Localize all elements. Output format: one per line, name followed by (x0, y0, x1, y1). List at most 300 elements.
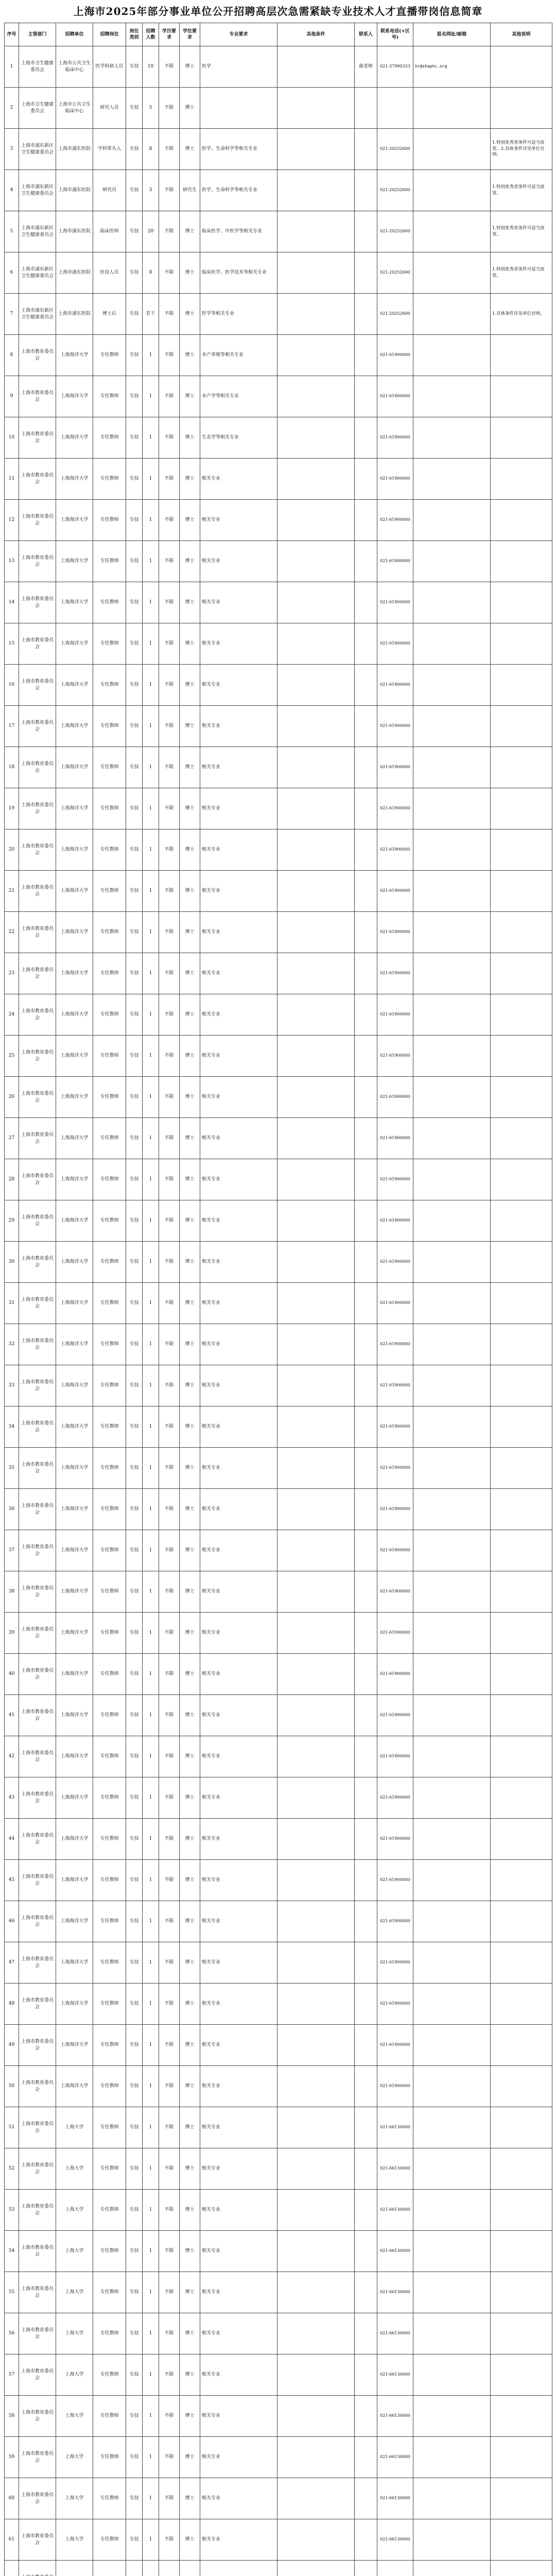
cell-website (413, 2231, 491, 2272)
cell-index: 12 (5, 500, 19, 541)
cell-phone: 021-61900000 (377, 1819, 413, 1860)
cell-position: 医技人员 (93, 252, 126, 294)
cell-index: 55 (5, 2272, 19, 2313)
cell-conditions (277, 1036, 355, 1077)
cell-unit: 上海大学 (56, 2519, 93, 2561)
table-row (5, 953, 552, 994)
cell-notes (491, 1819, 552, 1860)
cell-phone: 021-61900000 (377, 1200, 413, 1242)
cell-degree: 博士 (180, 1901, 200, 1942)
cell-website (413, 829, 491, 871)
cell-category: 专技 (126, 1530, 143, 1571)
cell-education: 不限 (159, 2313, 180, 2354)
cell-unit: 上海海洋大学 (56, 335, 93, 376)
table-row (5, 1200, 552, 1242)
table-row (5, 1901, 552, 1942)
cell-website (413, 1736, 491, 1777)
cell-index: 37 (5, 1530, 19, 1571)
table-row (5, 1283, 552, 1324)
table-row (5, 1448, 552, 1489)
cell-category: 专技 (126, 2148, 143, 2190)
cell-contact (355, 2437, 377, 2478)
table-row (5, 706, 552, 747)
cell-position: 专任教师 (93, 2396, 126, 2437)
cell-position: 专任教师 (93, 376, 126, 417)
cell-major: 相关专业 (200, 459, 277, 500)
cell-education: 不限 (159, 665, 180, 706)
cell-degree: 博士 (180, 1159, 200, 1200)
cell-contact (355, 2354, 377, 2396)
cell-contact (355, 1200, 377, 1242)
cell-website (413, 953, 491, 994)
cell-index: 57 (5, 2354, 19, 2396)
cell-count: 1 (143, 1365, 159, 1406)
cell-education: 不限 (159, 1901, 180, 1942)
cell-unit: 上海市浦东医院 (56, 129, 93, 170)
cell-count: 1 (143, 1036, 159, 1077)
cell-count: 1 (143, 1984, 159, 2025)
cell-category: 专技 (126, 1036, 143, 1077)
cell-notes (491, 2396, 552, 2437)
cell-count: 1 (143, 912, 159, 953)
cell-index: 22 (5, 912, 19, 953)
cell-degree: 博士 (180, 1365, 200, 1406)
cell-index: 16 (5, 665, 19, 706)
cell-major: 相关专业 (200, 1242, 277, 1283)
cell-education: 不限 (159, 1942, 180, 1984)
cell-notes (491, 1530, 552, 1571)
table-row (5, 2437, 552, 2478)
cell-contact (355, 417, 377, 459)
cell-education: 不限 (159, 871, 180, 912)
cell-count: 1 (143, 582, 159, 623)
cell-position: 专任教师 (93, 788, 126, 829)
cell-notes (491, 2066, 552, 2107)
cell-website (413, 252, 491, 294)
cell-contact (355, 1860, 377, 1901)
cell-category: 专技 (126, 788, 143, 829)
cell-position: 专任教师 (93, 1736, 126, 1777)
cell-contact (355, 2561, 377, 2576)
cell-position: 专任教师 (93, 1489, 126, 1530)
cell-contact (355, 500, 377, 541)
cell-count: 1 (143, 1777, 159, 1819)
cell-position (93, 2561, 126, 2576)
cell-conditions (277, 2272, 355, 2313)
cell-website (413, 335, 491, 376)
cell-education: 不限 (159, 1200, 180, 1242)
table-row (5, 2231, 552, 2272)
cell-department: 上海市教育委员会 (19, 1777, 56, 1819)
cell-phone: 021-61900000 (377, 912, 413, 953)
cell-category: 专技 (126, 335, 143, 376)
cell-position: 专任教师 (93, 1984, 126, 2025)
cell-unit: 上海海洋大学 (56, 1489, 93, 1530)
cell-degree: 研究生 (180, 170, 200, 211)
cell-conditions (277, 1324, 355, 1365)
cell-education: 不限 (159, 541, 180, 582)
cell-contact (355, 1077, 377, 1118)
cell-phone: 021-66130000 (377, 2396, 413, 2437)
table-row (5, 1654, 552, 1695)
cell-notes (491, 2478, 552, 2519)
cell-position: 专任教师 (93, 1077, 126, 1118)
cell-website (413, 2478, 491, 2519)
cell-count: 1 (143, 706, 159, 747)
cell-phone: 021-61900000 (377, 376, 413, 417)
cell-position: 专任教师 (93, 2231, 126, 2272)
cell-category: 专技 (126, 1777, 143, 1819)
cell-notes (491, 706, 552, 747)
cell-unit: 上海海洋大学 (56, 1036, 93, 1077)
cell-category: 专技 (126, 953, 143, 994)
cell-position: 专任教师 (93, 2107, 126, 2148)
cell-major: 相关专业 (200, 1571, 277, 1613)
cell-website (413, 1448, 491, 1489)
cell-index: 58 (5, 2396, 19, 2437)
cell-education: 不限 (159, 1819, 180, 1860)
cell-conditions (277, 294, 355, 335)
cell-conditions (277, 2025, 355, 2066)
cell-department: 上海市教育委员会 (19, 1901, 56, 1942)
cell-position: 专任教师 (93, 1571, 126, 1613)
cell-category: 专技 (126, 1736, 143, 1777)
cell-department: 上海市教育委员会 (19, 1159, 56, 1200)
cell-department (19, 2561, 56, 2576)
cell-category: 专技 (126, 170, 143, 211)
cell-unit: 上海市浦东医院 (56, 252, 93, 294)
cell-unit: 上海海洋大学 (56, 1159, 93, 1200)
cell-position: 专任教师 (93, 1159, 126, 1200)
cell-department: 上海市教育委员会 (19, 747, 56, 788)
cell-notes (491, 2190, 552, 2231)
cell-index: 17 (5, 706, 19, 747)
cell-phone: 021-61900000 (377, 747, 413, 788)
cell-conditions (277, 1942, 355, 1984)
cell-notes (491, 1942, 552, 1984)
cell-department: 上海市教育委员会 (19, 2272, 56, 2313)
table-row (5, 376, 552, 417)
cell-major: 相关专业 (200, 1736, 277, 1777)
cell-category: 专技 (126, 129, 143, 170)
cell-notes (491, 1242, 552, 1283)
cell-unit: 上海海洋大学 (56, 912, 93, 953)
cell-conditions (277, 2561, 355, 2576)
cell-conditions (277, 953, 355, 994)
cell-position: 专任教师 (93, 2272, 126, 2313)
cell-category: 专技 (126, 211, 143, 252)
cell-phone: 021-61900000 (377, 829, 413, 871)
cell-department: 上海市教育委员会 (19, 1406, 56, 1448)
cell-unit: 上海海洋大学 (56, 665, 93, 706)
cell-conditions (277, 1242, 355, 1283)
cell-position: 专任教师 (93, 2190, 126, 2231)
cell-major: 相关专业 (200, 788, 277, 829)
cell-position: 专任教师 (93, 1283, 126, 1324)
cell-count: 1 (143, 1159, 159, 1200)
cell-category: 专技 (126, 294, 143, 335)
cell-count: 若干 (143, 294, 159, 335)
cell-department: 上海市教育委员会 (19, 376, 56, 417)
cell-phone: 021-66130000 (377, 2231, 413, 2272)
cell-category: 专技 (126, 1118, 143, 1159)
cell-department: 上海市浦东新区卫生健康委员会 (19, 129, 56, 170)
cell-department: 上海市教育委员会 (19, 1984, 56, 2025)
cell-education: 不限 (159, 252, 180, 294)
cell-contact (355, 1571, 377, 1613)
cell-department: 上海市教育委员会 (19, 1489, 56, 1530)
column-header: 岗位类别 (126, 23, 143, 46)
column-header: 联系人 (355, 23, 377, 46)
cell-contact (355, 582, 377, 623)
cell-unit: 上海大学 (56, 2272, 93, 2313)
cell-conditions (277, 665, 355, 706)
cell-education: 不限 (159, 829, 180, 871)
cell-index: 7 (5, 294, 19, 335)
cell-education: 不限 (159, 1283, 180, 1324)
table-row (5, 170, 552, 211)
document-title: 上海市2025年部分事业单位公开招聘高层次急需紧缺专业技术人才直播带岗信息简章 (73, 5, 483, 18)
cell-major (200, 88, 277, 129)
cell-notes (491, 88, 552, 129)
cell-category: 专技 (126, 994, 143, 1036)
cell-position: 专任教师 (93, 2437, 126, 2478)
cell-position: 专任教师 (93, 994, 126, 1036)
cell-degree: 博士 (180, 2107, 200, 2148)
cell-website (413, 706, 491, 747)
table-row (5, 459, 552, 500)
cell-education: 不限 (159, 1077, 180, 1118)
cell-degree: 博士 (180, 1695, 200, 1736)
cell-notes (491, 500, 552, 541)
cell-index: 19 (5, 788, 19, 829)
cell-conditions (277, 500, 355, 541)
cell-major: 相关专业 (200, 2148, 277, 2190)
cell-unit: 上海大学 (56, 2478, 93, 2519)
cell-major: 相关专业 (200, 623, 277, 665)
cell-department: 上海市教育委员会 (19, 994, 56, 1036)
cell-count: 1 (143, 871, 159, 912)
table-row (5, 665, 552, 706)
cell-conditions (277, 211, 355, 252)
cell-index: 25 (5, 1036, 19, 1077)
cell-major: 相关专业 (200, 2354, 277, 2396)
cell-department: 上海市教育委员会 (19, 1200, 56, 1242)
cell-phone: 021-61900000 (377, 1571, 413, 1613)
cell-unit: 上海大学 (56, 2396, 93, 2437)
cell-major: 相关专业 (200, 1860, 277, 1901)
cell-position: 专任教师 (93, 1860, 126, 1901)
cell-contact (355, 211, 377, 252)
cell-unit: 上海海洋大学 (56, 1406, 93, 1448)
cell-index: 13 (5, 541, 19, 582)
cell-contact (355, 2066, 377, 2107)
cell-website (413, 1901, 491, 1942)
cell-contact (355, 1736, 377, 1777)
table-row (5, 747, 552, 788)
cell-index: 51 (5, 2107, 19, 2148)
cell-education: 不限 (159, 2066, 180, 2107)
cell-department: 上海市教育委员会 (19, 417, 56, 459)
cell-website[interactable]: hr@shaphc.org (413, 46, 491, 88)
cell-position: 专任教师 (93, 1654, 126, 1695)
cell-position: 专任教师 (93, 1406, 126, 1448)
cell-education: 不限 (159, 1613, 180, 1654)
cell-unit: 上海海洋大学 (56, 1942, 93, 1984)
cell-position: 研究人员 (93, 88, 126, 129)
cell-major: 相关专业 (200, 2478, 277, 2519)
cell-unit: 上海海洋大学 (56, 1077, 93, 1118)
cell-notes (491, 335, 552, 376)
cell-website (413, 1613, 491, 1654)
cell-education: 不限 (159, 788, 180, 829)
cell-website (413, 2313, 491, 2354)
cell-category: 专技 (126, 2437, 143, 2478)
cell-conditions (277, 747, 355, 788)
cell-phone: 021-61900000 (377, 994, 413, 1036)
cell-count: 1 (143, 1200, 159, 1242)
cell-contact (355, 2025, 377, 2066)
table-row (5, 2561, 552, 2576)
cell-category: 专技 (126, 2025, 143, 2066)
cell-position: 专任教师 (93, 417, 126, 459)
cell-unit: 上海海洋大学 (56, 706, 93, 747)
cell-unit: 上海海洋大学 (56, 1654, 93, 1695)
cell-education: 不限 (159, 912, 180, 953)
cell-count: 20 (143, 211, 159, 252)
cell-phone: 021-61900000 (377, 1036, 413, 1077)
cell-index: 1 (5, 46, 19, 88)
cell-website (413, 170, 491, 211)
cell-website (413, 1365, 491, 1406)
cell-phone: 021-61900000 (377, 1489, 413, 1530)
cell-department: 上海市教育委员会 (19, 500, 56, 541)
cell-contact: 曲老师 (355, 46, 377, 88)
cell-department: 上海市浦东新区卫生健康委员会 (19, 252, 56, 294)
cell-major: 相关专业 (200, 871, 277, 912)
cell-major: 相关专业 (200, 541, 277, 582)
cell-phone: 021-61900000 (377, 1942, 413, 1984)
cell-count: 1 (143, 623, 159, 665)
cell-notes (491, 1860, 552, 1901)
cell-category: 专技 (126, 1159, 143, 1200)
cell-major: 相关专业 (200, 1159, 277, 1200)
cell-conditions (277, 541, 355, 582)
table-row (5, 1777, 552, 1819)
cell-education: 不限 (159, 417, 180, 459)
cell-category: 专技 (126, 541, 143, 582)
cell-degree: 博士 (180, 2437, 200, 2478)
cell-index: 2 (5, 88, 19, 129)
cell-category: 专技 (126, 1489, 143, 1530)
table-row (5, 1736, 552, 1777)
cell-count: 3 (143, 170, 159, 211)
cell-index: 6 (5, 252, 19, 294)
table-row (5, 129, 552, 170)
cell-phone: 021-66130000 (377, 2272, 413, 2313)
cell-major: 相关专业 (200, 1530, 277, 1571)
cell-department: 上海市教育委员会 (19, 871, 56, 912)
cell-category: 专技 (126, 623, 143, 665)
cell-contact (355, 2272, 377, 2313)
cell-count: 1 (143, 2231, 159, 2272)
cell-unit: 上海海洋大学 (56, 788, 93, 829)
cell-count: 1 (143, 2437, 159, 2478)
cell-unit: 上海海洋大学 (56, 582, 93, 623)
cell-education: 不限 (159, 1860, 180, 1901)
cell-degree: 博士 (180, 1942, 200, 1984)
cell-website (413, 2066, 491, 2107)
cell-conditions (277, 1819, 355, 1860)
cell-website (413, 2561, 491, 2576)
cell-count: 1 (143, 1819, 159, 1860)
column-header: 招聘人数 (143, 23, 159, 46)
cell-category: 专技 (126, 88, 143, 129)
cell-count: 1 (143, 2396, 159, 2437)
cell-count: 8 (143, 252, 159, 294)
cell-major: 相关专业 (200, 1901, 277, 1942)
table-row (5, 1695, 552, 1736)
cell-unit: 上海海洋大学 (56, 1324, 93, 1365)
cell-index: 9 (5, 376, 19, 417)
cell-position: 博士后 (93, 294, 126, 335)
cell-count: 1 (143, 1613, 159, 1654)
cell-education (159, 2561, 180, 2576)
cell-conditions (277, 2107, 355, 2148)
cell-department: 上海市教育委员会 (19, 2231, 56, 2272)
cell-website (413, 1118, 491, 1159)
cell-education: 不限 (159, 46, 180, 88)
cell-phone: 021-61900000 (377, 788, 413, 829)
cell-phone: 021-61900000 (377, 335, 413, 376)
cell-education: 不限 (159, 1571, 180, 1613)
cell-major: 相关专业 (200, 1489, 277, 1530)
cell-category: 专技 (126, 2519, 143, 2561)
cell-degree: 博士 (180, 46, 200, 88)
recruitment-table (4, 23, 552, 2576)
cell-conditions (277, 2313, 355, 2354)
column-header: 招聘岗位 (93, 23, 126, 46)
cell-category: 专技 (126, 2478, 143, 2519)
cell-notes (491, 1613, 552, 1654)
cell-conditions (277, 376, 355, 417)
cell-category: 专技 (126, 871, 143, 912)
cell-notes (491, 623, 552, 665)
cell-position: 专任教师 (93, 1695, 126, 1736)
column-header: 序号 (5, 23, 19, 46)
cell-website (413, 1077, 491, 1118)
cell-degree: 博士 (180, 1489, 200, 1530)
cell-degree: 博士 (180, 1200, 200, 1242)
cell-phone: 021-61900000 (377, 1283, 413, 1324)
cell-degree: 博士 (180, 335, 200, 376)
cell-education: 不限 (159, 2437, 180, 2478)
cell-notes (491, 541, 552, 582)
cell-degree: 博士 (180, 788, 200, 829)
cell-count: 1 (143, 665, 159, 706)
cell-phone: 021-61900000 (377, 1860, 413, 1901)
table-row (5, 829, 552, 871)
cell-notes (491, 1448, 552, 1489)
cell-category: 专技 (126, 1365, 143, 1406)
cell-department: 上海市教育委员会 (19, 2519, 56, 2561)
cell-department: 上海市教育委员会 (19, 1324, 56, 1365)
cell-degree: 博士 (180, 417, 200, 459)
cell-website (413, 912, 491, 953)
cell-count: 1 (143, 2107, 159, 2148)
cell-unit: 上海海洋大学 (56, 2025, 93, 2066)
cell-website (413, 2190, 491, 2231)
